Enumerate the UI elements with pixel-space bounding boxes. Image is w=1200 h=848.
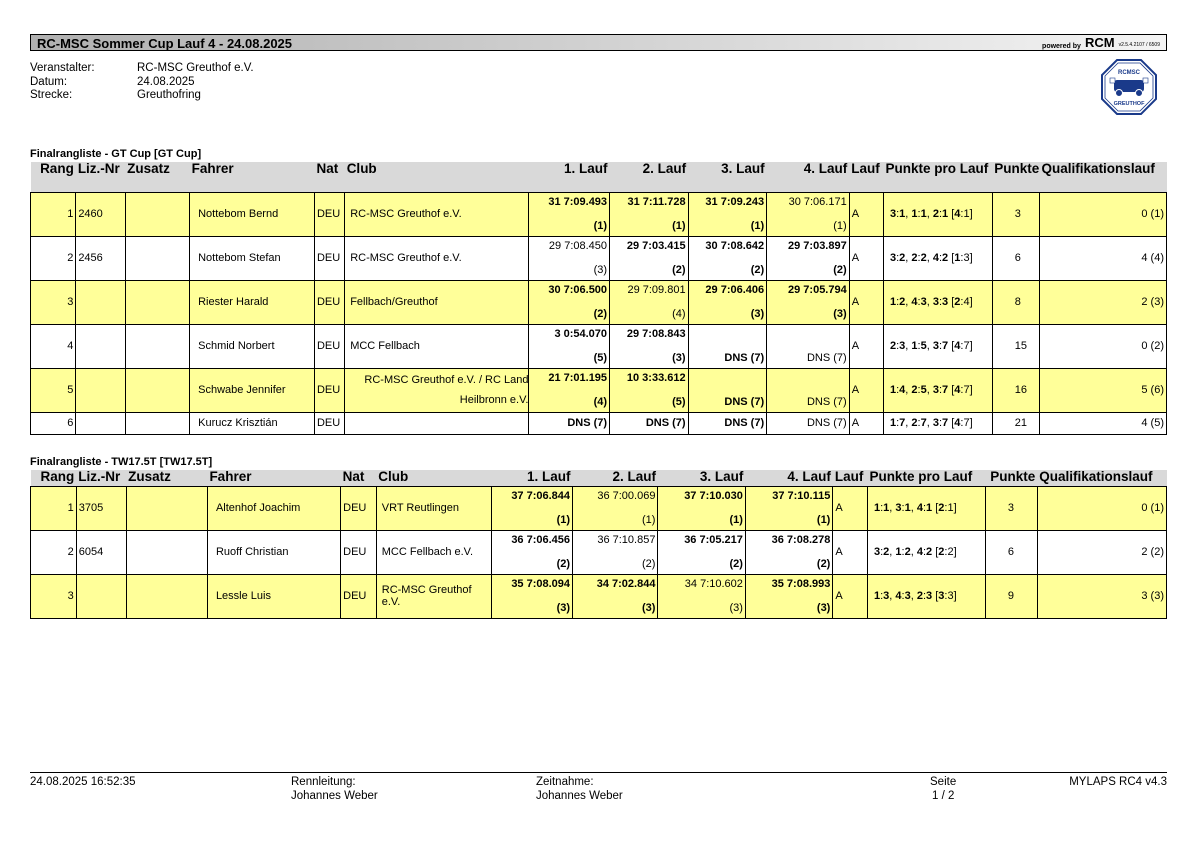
cell-nat: DEU	[314, 236, 344, 280]
cell-lauf: A	[849, 412, 883, 434]
cell-rang: 2	[31, 236, 76, 280]
info-key: Datum:	[30, 75, 68, 88]
cell-fahrer: Nottebom Bernd	[190, 192, 315, 236]
cell-qualifikationslauf: 2 (3)	[1040, 280, 1167, 324]
page-footer	[30, 772, 1167, 802]
cell-nat: DEU	[341, 530, 377, 574]
column-header-lauf-1: 1. Lauf	[491, 470, 572, 486]
cell-lauf-3: DNS (7)	[688, 412, 767, 434]
column-header-lauf-4: 4. Lauf	[745, 470, 832, 486]
table-row	[31, 486, 1167, 530]
table-row	[31, 280, 1167, 324]
cell-lauf-4: 35 7:08.993 (3)	[745, 574, 832, 618]
column-header-fahrer: Fahrer	[207, 470, 340, 486]
cell-lauf-3: 36 7:05.217 (2)	[658, 530, 745, 574]
results-table	[30, 162, 1167, 435]
cell-lauf: A	[849, 324, 883, 368]
cell-punkte: 21	[992, 412, 1039, 434]
cell-lauf-2: DNS (7)	[610, 412, 689, 434]
cell-nat: DEU	[314, 412, 344, 434]
footer-software: MYLAPS RC4 v4.3	[1069, 776, 1167, 788]
cell-lauf: A	[849, 368, 883, 412]
zeitnahme-label: Zeitnahme:	[536, 776, 594, 788]
cell-club: MCC Fellbach	[345, 324, 529, 368]
cell-liz-nr	[76, 412, 125, 434]
cell-lauf: A	[849, 236, 883, 280]
cell-zusatz	[125, 368, 189, 412]
cell-lauf-2: 36 7:10.857 (2)	[573, 530, 658, 574]
cell-lauf-3: 30 7:08.642 (2)	[688, 236, 767, 280]
cell-club: RC-MSC Greuthof e.V.	[345, 236, 529, 280]
table-row	[31, 368, 1167, 412]
cell-lauf-2: 29 7:09.801 (4)	[610, 280, 689, 324]
cell-zusatz	[125, 192, 189, 236]
cell-lauf-1: 37 7:06.844 (1)	[491, 486, 572, 530]
table-header-row	[31, 162, 1167, 192]
cell-punkte: 9	[985, 574, 1037, 618]
logo-bottom-text: GREUTHOF	[1113, 101, 1145, 107]
cell-qualifikationslauf: 4 (4)	[1040, 236, 1167, 280]
cell-punkte-pro-lauf: 3:1, 1:1, 2:1 [4:1]	[883, 192, 992, 236]
cell-lauf-4: DNS (7)	[767, 368, 850, 412]
page-label: Seite	[930, 776, 957, 788]
cell-punkte-pro-lauf: 1:1, 3:1, 4:1 [2:1]	[867, 486, 985, 530]
cell-lauf-4: 37 7:10.115 (1)	[745, 486, 832, 530]
cell-nat: DEU	[314, 324, 344, 368]
info-value: RC-MSC Greuthof e.V.	[137, 62, 254, 74]
club-logo-icon	[1100, 58, 1158, 116]
cell-zusatz	[126, 574, 207, 618]
cell-punkte: 6	[992, 236, 1039, 280]
cell-rang: 1	[31, 486, 77, 530]
cell-lauf-4: 30 7:06.171 (1)	[767, 192, 850, 236]
cell-punkte-pro-lauf: 1:7, 2:7, 3:7 [4:7]	[883, 412, 992, 434]
zeitnahme-name: Johannes Weber	[536, 790, 623, 802]
cell-club: RC-MSC Greuthof e.V.	[376, 574, 491, 618]
cell-punkte: 3	[985, 486, 1037, 530]
page-value: 1 / 2	[932, 790, 955, 802]
cell-lauf: A	[833, 530, 868, 574]
table-row	[31, 530, 1167, 574]
cell-lauf-3: 34 7:10.602 (3)	[658, 574, 745, 618]
info-key: Strecke:	[30, 89, 73, 101]
column-header-club: Club	[345, 162, 529, 192]
cell-liz-nr: 2460	[76, 192, 125, 236]
column-header-qualifikationslauf: Qualifikationslauf	[1037, 470, 1166, 486]
cell-lauf-2: 31 7:11.728 (1)	[610, 192, 689, 236]
table-row	[31, 574, 1167, 618]
cell-lauf-3: 29 7:06.406 (3)	[688, 280, 767, 324]
info-row	[30, 89, 254, 103]
cell-fahrer: Kurucz Krisztián	[190, 412, 315, 434]
cell-club: Fellbach/Greuthof	[345, 280, 529, 324]
cell-zusatz	[125, 412, 189, 434]
column-header-nat: Nat	[341, 470, 377, 486]
cell-club: RC-MSC Greuthof e.V. / RC Land Heilbronn e.V.	[345, 368, 529, 412]
cell-punkte: 16	[992, 368, 1039, 412]
column-header-fahrer: Fahrer	[190, 162, 315, 192]
column-header-zusatz: Zusatz	[125, 162, 189, 192]
column-header-club: Club	[376, 470, 491, 486]
cell-fahrer: Altenhof Joachim	[207, 486, 340, 530]
cell-zusatz	[125, 280, 189, 324]
cell-lauf-1: 36 7:06.456 (2)	[491, 530, 572, 574]
column-header-punkte-pro-lauf: Punkte pro Lauf	[883, 162, 992, 192]
cell-qualifikationslauf: 2 (2)	[1037, 530, 1166, 574]
cell-punkte-pro-lauf: 3:2, 1:2, 4:2 [2:2]	[867, 530, 985, 574]
cell-lauf-1: 30 7:06.500 (2)	[529, 280, 610, 324]
cell-rang: 2	[31, 530, 77, 574]
cell-lauf-3: 31 7:09.243 (1)	[688, 192, 767, 236]
cell-punkte: 15	[992, 324, 1039, 368]
cell-lauf-1: 31 7:09.493 (1)	[529, 192, 610, 236]
cell-lauf-2: 34 7:02.844 (3)	[573, 574, 658, 618]
cell-lauf: A	[849, 280, 883, 324]
table-row	[31, 324, 1167, 368]
cell-liz-nr	[76, 280, 125, 324]
cell-punkte: 6	[985, 530, 1037, 574]
cell-rang: 3	[31, 574, 77, 618]
column-header-punkte: Punkte	[985, 470, 1037, 486]
cell-punkte-pro-lauf: 2:3, 1:5, 3:7 [4:7]	[883, 324, 992, 368]
cell-zusatz	[125, 324, 189, 368]
cell-lauf: A	[833, 486, 868, 530]
logo-top-text: RCMSC	[1118, 70, 1140, 76]
cell-qualifikationslauf: 0 (1)	[1040, 192, 1167, 236]
cell-lauf-1: 3 0:54.070 (5)	[529, 324, 610, 368]
cell-lauf: A	[833, 574, 868, 618]
cell-qualifikationslauf: 5 (6)	[1040, 368, 1167, 412]
cell-fahrer: Lessle Luis	[207, 574, 340, 618]
event-info	[30, 62, 254, 103]
column-header-rang: Rang	[31, 470, 77, 486]
cell-nat: DEU	[341, 574, 377, 618]
powered-by	[1042, 35, 1160, 50]
footer-zeitnahme	[536, 775, 623, 803]
version-label: v2.5.4.2107 / 6509	[1118, 42, 1160, 48]
cell-fahrer: Ruoff Christian	[207, 530, 340, 574]
cell-nat: DEU	[314, 280, 344, 324]
rennleitung-label: Rennleitung:	[291, 776, 356, 788]
cell-lauf-4: 29 7:03.897 (2)	[767, 236, 850, 280]
column-header-rang: Rang	[31, 162, 76, 192]
cell-liz-nr	[76, 368, 125, 412]
cell-club: VRT Reutlingen	[376, 486, 491, 530]
cell-qualifikationslauf: 3 (3)	[1037, 574, 1166, 618]
info-row	[30, 62, 254, 76]
footer-timestamp: 24.08.2025 16:52:35	[30, 776, 136, 788]
section-title-tw17: Finalrangliste - TW17.5T [TW17.5T]	[30, 456, 213, 468]
cell-punkte-pro-lauf: 3:2, 2:2, 4:2 [1:3]	[883, 236, 992, 280]
cell-liz-nr: 3705	[76, 486, 126, 530]
cell-lauf-3: DNS (7)	[688, 368, 767, 412]
table-row	[31, 412, 1167, 434]
section-title-gt-cup: Finalrangliste - GT Cup [GT Cup]	[30, 148, 202, 160]
cell-punkte-pro-lauf: 1:4, 2:5, 3:7 [4:7]	[883, 368, 992, 412]
cell-rang: 1	[31, 192, 76, 236]
results-table	[30, 470, 1167, 619]
cell-zusatz	[126, 530, 207, 574]
cell-club: MCC Fellbach e.V.	[376, 530, 491, 574]
cell-club: RC-MSC Greuthof e.V.	[345, 192, 529, 236]
cell-club	[345, 412, 529, 434]
cell-fahrer: Nottebom Stefan	[190, 236, 315, 280]
cell-lauf-4: 36 7:08.278 (2)	[745, 530, 832, 574]
cell-lauf-4: DNS (7)	[767, 324, 850, 368]
column-header-zusatz: Zusatz	[126, 470, 207, 486]
cell-liz-nr: 6054	[76, 530, 126, 574]
cell-lauf-3: DNS (7)	[688, 324, 767, 368]
info-row	[30, 76, 254, 90]
cell-liz-nr	[76, 324, 125, 368]
column-header-lauf-3: 3. Lauf	[658, 470, 745, 486]
column-header-qualifikationslauf: Qualifikationslauf	[1040, 162, 1167, 192]
table-row	[31, 192, 1167, 236]
brand-name: RCM	[1084, 35, 1115, 50]
cell-liz-nr: 2456	[76, 236, 125, 280]
cell-lauf-2: 29 7:03.415 (2)	[610, 236, 689, 280]
cell-zusatz	[125, 236, 189, 280]
cell-fahrer: Schmid Norbert	[190, 324, 315, 368]
cell-rang: 4	[31, 324, 76, 368]
column-header-lauf: Lauf	[833, 470, 868, 486]
info-key: Veranstalter:	[30, 62, 95, 74]
column-header-liz-nr: Liz.-Nr	[76, 162, 125, 192]
cell-punkte: 8	[992, 280, 1039, 324]
table-header-row	[31, 470, 1167, 486]
cell-qualifikationslauf: 0 (1)	[1037, 486, 1166, 530]
cell-lauf-4: 29 7:05.794 (3)	[767, 280, 850, 324]
cell-qualifikationslauf: 4 (5)	[1040, 412, 1167, 434]
cell-nat: DEU	[314, 368, 344, 412]
column-header-punkte: Punkte	[992, 162, 1039, 192]
cell-lauf-1: 29 7:08.450 (3)	[529, 236, 610, 280]
cell-rang: 3	[31, 280, 76, 324]
column-header-punkte-pro-lauf: Punkte pro Lauf	[867, 470, 985, 486]
cell-lauf-2: 10 3:33.612 (5)	[610, 368, 689, 412]
cell-punkte-pro-lauf: 1:2, 4:3, 3:3 [2:4]	[883, 280, 992, 324]
report-title-bar	[30, 34, 1167, 51]
cell-fahrer: Schwabe Jennifer	[190, 368, 315, 412]
cell-lauf-1: 21 7:01.195 (4)	[529, 368, 610, 412]
cell-punkte-pro-lauf: 1:3, 4:3, 2:3 [3:3]	[867, 574, 985, 618]
column-header-lauf-1: 1. Lauf	[529, 162, 610, 192]
info-value: 24.08.2025	[137, 75, 195, 88]
column-header-lauf-2: 2. Lauf	[573, 470, 658, 486]
column-header-lauf-2: 2. Lauf	[610, 162, 689, 192]
cell-punkte: 3	[992, 192, 1039, 236]
cell-lauf-2: 29 7:08.843 (3)	[610, 324, 689, 368]
column-header-lauf-3: 3. Lauf	[688, 162, 767, 192]
column-header-lauf: Lauf	[849, 162, 883, 192]
column-header-lauf-4: 4. Lauf	[767, 162, 850, 192]
info-value: Greuthofring	[137, 89, 201, 101]
cell-nat: DEU	[341, 486, 377, 530]
cell-rang: 6	[31, 412, 76, 434]
cell-fahrer: Riester Harald	[190, 280, 315, 324]
column-header-nat: Nat	[314, 162, 344, 192]
cell-rang: 5	[31, 368, 76, 412]
footer-rennleitung	[291, 775, 378, 803]
cell-lauf-1: DNS (7)	[529, 412, 610, 434]
footer-page	[930, 775, 956, 803]
column-header-liz-nr: Liz.-Nr	[76, 470, 126, 486]
cell-liz-nr	[76, 574, 126, 618]
table-row	[31, 236, 1167, 280]
cell-lauf-2: 36 7:00.069 (1)	[573, 486, 658, 530]
cell-nat: DEU	[314, 192, 344, 236]
cell-lauf-1: 35 7:08.094 (3)	[491, 574, 572, 618]
cell-lauf-3: 37 7:10.030 (1)	[658, 486, 745, 530]
report-title: RC-MSC Sommer Cup Lauf 4 - 24.08.2025	[37, 36, 293, 51]
rennleitung-name: Johannes Weber	[291, 790, 378, 802]
cell-qualifikationslauf: 0 (2)	[1040, 324, 1167, 368]
cell-lauf: A	[849, 192, 883, 236]
powered-by-label: powered by	[1042, 43, 1081, 50]
cell-lauf-4: DNS (7)	[767, 412, 850, 434]
cell-zusatz	[126, 486, 207, 530]
